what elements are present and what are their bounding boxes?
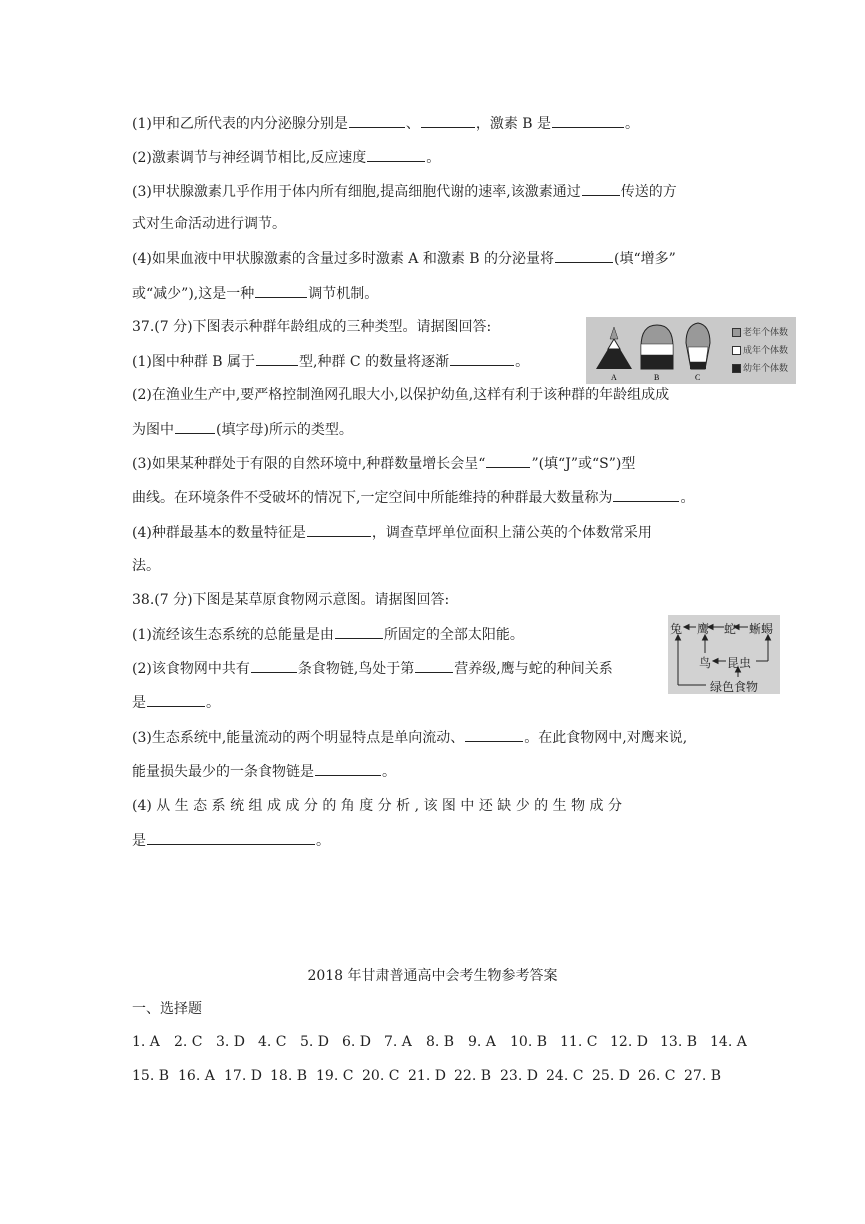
- answer-item: 27. B: [684, 1068, 722, 1084]
- q37-heading: 37.(7 分)下图表示种群年龄组成的三种类型。请据图回答:: [132, 319, 492, 335]
- food-web-node-eagle: 鹰: [697, 622, 710, 636]
- legend-swatch-old: [732, 328, 741, 337]
- q36-part4-line1: (4)如果血液中甲状腺激素的含量过多时激素 A 和激素 B 的分泌量将 (填“增多”: [132, 248, 676, 269]
- answer-item: 4. C: [258, 1034, 287, 1050]
- answer-item: 16. A: [178, 1068, 215, 1084]
- food-web-node-rabbit: 兔: [670, 622, 683, 636]
- food-web-node-bird: 鸟: [699, 656, 712, 670]
- q38-part2-line1: (2)该食物网中共有 条食物链,鸟处于第 营养级,鹰与蛇的种间关系: [132, 658, 613, 679]
- answer-key-title: 2018 年甘肃普通高中会考生物参考答案: [307, 968, 558, 984]
- pyramid-b-label: B: [654, 373, 660, 382]
- answer-item: 18. B: [270, 1068, 308, 1084]
- answer-item: 7. A: [384, 1034, 412, 1050]
- answer-item: 12. D: [610, 1034, 648, 1050]
- answer-item: 1. A: [132, 1034, 160, 1050]
- answer-section-heading: 一、选择题: [132, 1001, 202, 1017]
- answer-blank[interactable]: [147, 830, 315, 845]
- answer-item: 5. D: [300, 1034, 330, 1050]
- answer-blank[interactable]: [555, 248, 613, 263]
- age-structure-figure: [586, 317, 796, 384]
- pyramid-a-young-layer: [596, 349, 632, 369]
- answer-item: 2. C: [174, 1034, 203, 1050]
- answer-blank[interactable]: [367, 147, 425, 162]
- age-pyramids-diagram: [586, 317, 726, 384]
- answer-blank[interactable]: [335, 624, 383, 639]
- answer-blank[interactable]: [255, 283, 307, 298]
- q38-part3-line2: 能量损失最少的一条食物链是 。: [132, 761, 396, 782]
- food-web-node-green-plant: 绿色食物: [710, 680, 759, 694]
- answer-blank[interactable]: [307, 522, 371, 537]
- answer-item: 26. C: [638, 1068, 676, 1084]
- q38-heading: 38.(7 分)下图是某草原食物网示意图。请据图回答:: [132, 592, 450, 608]
- answer-item: 23. D: [500, 1068, 538, 1084]
- answer-blank[interactable]: [349, 113, 405, 128]
- answer-blank[interactable]: [486, 453, 530, 468]
- answer-item: 19. C: [316, 1068, 354, 1084]
- legend-young: 幼年个体数: [732, 361, 788, 374]
- answer-blank[interactable]: [175, 419, 215, 434]
- q36-part4-line2: 或“减少”),这是一种 调节机制。: [132, 283, 378, 304]
- answer-item: 6. D: [342, 1034, 372, 1050]
- answer-item: 9. A: [468, 1034, 496, 1050]
- pyramid-c-adult-layer: [688, 347, 708, 362]
- answer-blank[interactable]: [613, 487, 679, 502]
- legend-swatch-adult: [732, 346, 741, 355]
- q37-part3-line1: (3)如果某种群处于有限的自然环境中,种群数量增长会呈“ ”(填“J”或“S”)型: [132, 453, 635, 474]
- q37-part4-line2: 法。: [132, 558, 160, 574]
- answer-item: 20. C: [362, 1068, 400, 1084]
- pyramid-b-adult-layer: [641, 344, 673, 355]
- answer-item: 10. B: [510, 1034, 548, 1050]
- answer-item: 3. D: [216, 1034, 246, 1050]
- answer-blank[interactable]: [415, 658, 453, 673]
- answer-item: 8. B: [426, 1034, 455, 1050]
- q36-part3-line1: (3)甲状腺激素几乎作用于体内所有细胞,提高细胞代谢的速率,该激素通过 传送的方: [132, 181, 677, 202]
- q36-part1: (1)甲和乙所代表的内分泌腺分别是 、 ，激素 B 是 。: [132, 113, 639, 134]
- q37-part1: (1)图中种群 B 属于 型,种群 C 的数量将逐渐 。: [132, 351, 529, 372]
- q37-part4-line1: (4)种群最基本的数量特征是 ，调查草坪单位面积上蒲公英的个体数常采用: [132, 522, 652, 543]
- answer-item: 24. C: [546, 1068, 584, 1084]
- answer-item: 17. D: [224, 1068, 262, 1084]
- answer-item: 15. B: [132, 1068, 170, 1084]
- answer-blank[interactable]: [147, 692, 205, 707]
- pyramid-c-label: C: [695, 373, 701, 382]
- q38-part4-line1: (4) 从 生 态 系 统 组 成 成 分 的 角 度 分 析 , 该 图 中 还 缺 少 的 生 物 成 分: [132, 798, 622, 814]
- q38-part2-line2: 是 。: [132, 692, 220, 713]
- answer-blank[interactable]: [315, 761, 381, 776]
- q37-part2-line1: (2)在渔业生产中,要严格控制渔网孔眼大小,以保护幼鱼,这样有利于该种群的年龄组成成: [132, 387, 670, 403]
- q37-part2-line2: 为图中 (填字母)所示的类型。: [132, 419, 353, 440]
- food-web-node-snake: 蛇: [724, 622, 737, 636]
- answer-item: 21. D: [408, 1068, 446, 1084]
- pyramid-a-label: A: [611, 373, 617, 382]
- q38-part1: (1)流经该生态系统的总能量是由 所固定的全部太阳能。: [132, 624, 524, 645]
- answer-blank[interactable]: [552, 113, 624, 128]
- answer-blank[interactable]: [421, 113, 475, 128]
- answer-blank[interactable]: [450, 351, 514, 366]
- food-web-figure: [668, 615, 780, 694]
- pyramid-a-adult-layer: [608, 339, 620, 349]
- answer-item: 14. A: [710, 1034, 747, 1050]
- answer-item: 22. B: [454, 1068, 492, 1084]
- q36-part3-line2: 式对生命活动进行调节。: [132, 216, 286, 232]
- food-web-node-insect: 昆虫: [727, 656, 752, 670]
- answer-item: 11. C: [560, 1034, 598, 1050]
- legend-swatch-young: [732, 364, 741, 373]
- pyramid-c-young-layer: [690, 362, 706, 369]
- q38-part4-line2: 是 。: [132, 830, 330, 851]
- q36-part2: (2)激素调节与神经调节相比,反应速度 。: [132, 147, 440, 168]
- q38-part3-line1: (3)生态系统中,能量流动的两个明显特点是单向流动、 。在此食物网中,对鹰来说,: [132, 727, 687, 748]
- answer-item: 25. D: [592, 1068, 630, 1084]
- legend-adult: 成年个体数: [732, 343, 788, 356]
- answer-row-2: [132, 1068, 724, 1084]
- pyramid-b-young-layer: [641, 355, 673, 369]
- answer-blank[interactable]: [582, 181, 620, 196]
- legend-old: 老年个体数: [732, 325, 788, 338]
- food-web-node-lizard: 蜥蜴: [749, 622, 774, 636]
- q37-part3-line2: 曲线。在环境条件不受破坏的情况下,一定空间中所能维持的种群最大数量称为 。: [132, 487, 694, 508]
- answer-blank[interactable]: [251, 658, 297, 673]
- answer-row-1: [132, 1034, 750, 1050]
- answer-item: 13. B: [660, 1034, 698, 1050]
- answer-blank[interactable]: [465, 727, 523, 742]
- answer-blank[interactable]: [256, 351, 298, 366]
